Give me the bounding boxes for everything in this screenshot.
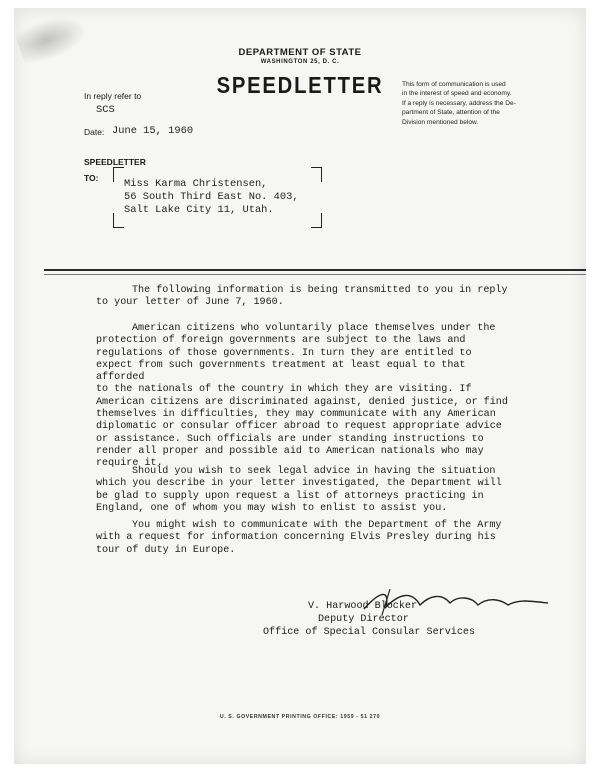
address-line: 56 South Third East No. 403, — [124, 191, 299, 203]
address-line: Miss Karma Christensen, — [124, 178, 268, 190]
form-note-line: partment of State, attention of the — [402, 109, 500, 117]
signer-office: Office of Special Consular Services — [263, 627, 476, 638]
address-bracket-bottom-right — [311, 213, 322, 228]
form-title: SPEEDLETTER — [216, 72, 384, 98]
address-bracket-top-right — [311, 167, 322, 182]
signer-name: V. Harwood Blocker — [308, 601, 418, 612]
department-location: WASHINGTON 25, D. C. — [260, 59, 340, 65]
date-label: Date: — [84, 127, 105, 137]
paragraph-army: You might wish to communicate with the Department of the Army with a request for information concerning Elvis Presley during his tour of duty in Europe. — [96, 520, 502, 556]
form-note-line: If a reply is necessary, address the De- — [402, 99, 516, 107]
speedletter-label: SPEEDLETTER — [84, 157, 146, 167]
form-note-line: in the interest of speed and economy. — [402, 90, 512, 98]
date-value: June 15, 1960 — [112, 125, 194, 137]
address-bracket-top-left — [113, 167, 124, 182]
printer-imprint: U. S. GOVERNMENT PRINTING OFFICE: 1959 - 51 270 — [219, 714, 381, 720]
reply-code: SCS — [96, 104, 115, 116]
divider-rule — [44, 269, 586, 271]
form-note — [402, 80, 574, 127]
address-line: Salt Lake City 11, Utah. — [124, 204, 274, 216]
form-note-line: Division mentioned below. — [402, 118, 479, 126]
paragraph-legal-advice: Should you wish to seek legal advice in having the situation which you describe in your letter investigated, the Department will be glad to supply upon request a list of attorneys practicing in England, one of whom you may wish to enlist to assist you. — [96, 466, 502, 514]
form-note-line: This form of communication is used — [402, 81, 506, 88]
reply-label: In reply refer to — [84, 91, 142, 101]
paragraph-rights: American citizens who voluntarily place themselves under the protection of foreign governments are subject to the laws and regulations of those governments. In turn they are entitled to expect from such governments treatment at least equal to that afforded to the nationals of the country in which they are visiting. If American citizens are discriminated against, denied justice, or find themselves in difficulties, they may communicate with any American diplomatic or consular officer abroad to request appropriate advice or assistance. Such officials are under standing instructions to render all proper and possible aid to American nationals who may require it. — [96, 323, 508, 470]
address-bracket-bottom-left — [113, 213, 124, 228]
paragraph-intro: The following information is being transmitted to you in reply to your letter of June 7, 1960. — [96, 285, 508, 309]
department-name: DEPARTMENT OF STATE — [238, 47, 362, 58]
signer-title: Deputy Director — [318, 614, 409, 625]
divider-rule-thin — [44, 274, 586, 275]
to-label: TO: — [84, 173, 99, 183]
